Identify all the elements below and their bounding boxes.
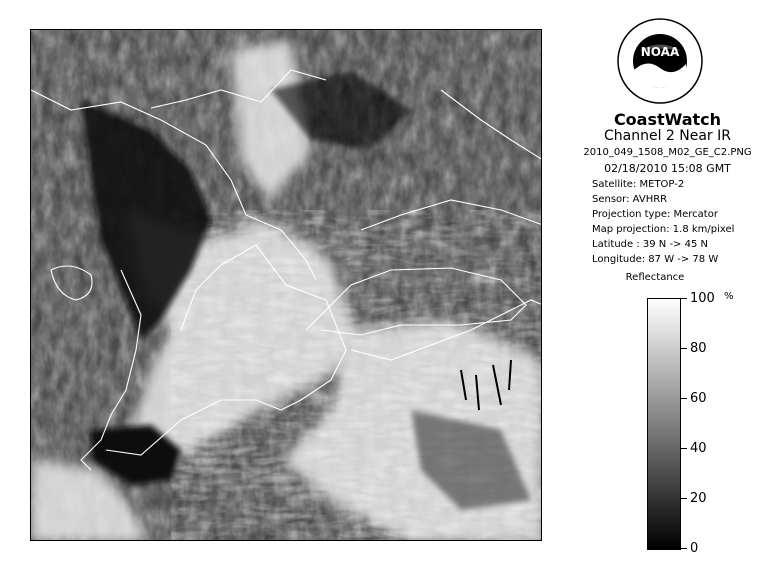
tick-mark: [681, 548, 687, 549]
satellite-label: Satellite: METOP-2: [592, 179, 685, 190]
satellite-image: [30, 29, 542, 541]
legend-title: Reflectance: [625, 272, 685, 283]
brand-title: CoastWatch: [613, 110, 722, 129]
tick-label: 0: [690, 541, 699, 556]
latitude-label: Latitude : 39 N -> 45 N: [592, 239, 708, 250]
noaa-logo: [617, 18, 703, 104]
tick-mark: [681, 298, 687, 299]
longitude-label: Longitude: 87 W -> 78 W: [592, 254, 719, 265]
datetime-label: 02/18/2010 15:08 GMT: [604, 162, 731, 175]
reflectance-colorbar: [647, 298, 681, 550]
projection-type-label: Projection type: Mercator: [592, 209, 718, 220]
legend-unit: %: [724, 291, 734, 302]
channel-label: Channel 2 Near IR: [603, 128, 731, 144]
tick-mark: [681, 498, 687, 499]
tick-mark: [681, 398, 687, 399]
tick-label: 20: [690, 491, 707, 506]
sensor-label: Sensor: AVHRR: [592, 194, 668, 205]
map-projection-label: Map projection: 1.8 km/pixel: [592, 224, 735, 235]
tick-label: 60: [690, 391, 707, 406]
tick-mark: [681, 448, 687, 449]
noaa-logo-text: NOAA: [640, 45, 680, 59]
tick-label: 40: [690, 441, 707, 456]
tick-label: 100: [690, 291, 715, 306]
filename-label: 2010_049_1508_M02_GE_C2.PNG: [583, 147, 752, 158]
tick-label: 80: [690, 341, 707, 356]
tick-mark: [681, 348, 687, 349]
